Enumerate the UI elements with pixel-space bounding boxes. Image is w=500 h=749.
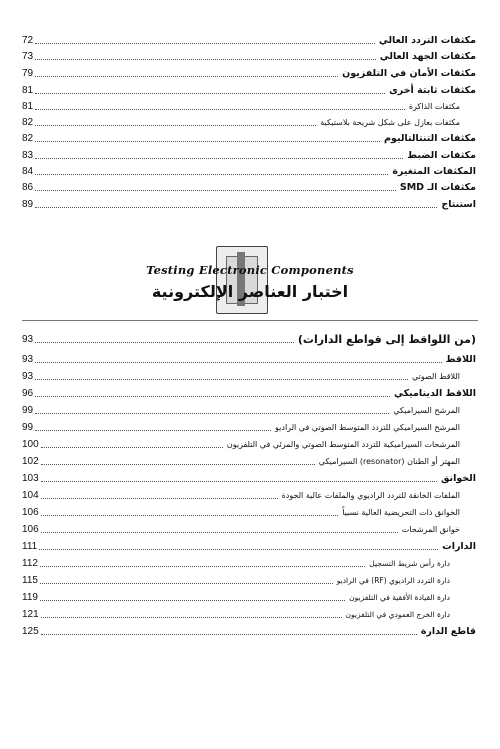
dot-leader	[35, 341, 294, 343]
dot-leader	[41, 514, 339, 516]
dot-leader	[35, 173, 388, 175]
toc-entry-title: المكثفات المتغيرة	[392, 166, 476, 177]
toc-entry	[22, 148, 476, 162]
chapter-title-english: Testing Electronic Components	[146, 263, 354, 277]
toc-entry-title: المرشح السيراميكي	[393, 406, 460, 415]
toc-entry-page: 93	[22, 334, 34, 345]
dot-leader	[35, 58, 376, 60]
toc-entry	[22, 573, 476, 587]
dot-leader	[35, 157, 403, 159]
toc-entry-title: مكثفات التردد العالي	[378, 35, 476, 46]
toc-entry	[22, 556, 476, 570]
toc-entry-title: مكثفات الذاكرة	[408, 102, 460, 111]
toc-entry	[22, 522, 476, 536]
toc-entry-page: 81	[22, 85, 34, 96]
toc-entry-title: الدارات	[442, 541, 476, 552]
dot-leader	[35, 108, 405, 110]
toc-entry-page: 100	[22, 439, 39, 450]
toc-entry	[22, 115, 476, 129]
toc-entry-page: 73	[22, 51, 34, 62]
toc-entry	[22, 49, 476, 63]
dot-leader	[41, 480, 437, 482]
toc-entry-page: 99	[22, 405, 34, 416]
toc-entry-page: 82	[22, 133, 34, 144]
toc-entry	[22, 33, 476, 47]
toc-entry	[22, 386, 476, 400]
toc-entry-title: (من اللواقط إلى قواطع الدارات)	[297, 333, 476, 346]
dot-leader	[35, 75, 338, 77]
toc-entry-page: 102	[22, 456, 39, 467]
toc-entry	[22, 624, 476, 638]
toc-entry-page: 96	[22, 388, 34, 399]
toc-entry	[22, 83, 476, 97]
toc-entry-page: 82	[22, 117, 34, 128]
toc-entry	[22, 66, 476, 80]
dot-leader	[40, 599, 345, 601]
chapter-emblem	[216, 246, 268, 314]
toc-entry-page: 84	[22, 166, 34, 177]
dot-leader	[39, 548, 438, 550]
toc-entry-title: مكثفات الجهد العالي	[379, 51, 476, 62]
toc-entry-title: المهتز أو الطنان (resonator) السيراميكي	[318, 457, 460, 466]
toc-entry-title: دارة رأس شريط التسجيل	[369, 559, 450, 568]
toc-entry-title: مكثفات الضبط	[407, 150, 476, 161]
dot-leader	[41, 633, 417, 635]
toc-entry-page: 119	[22, 592, 38, 603]
toc-entry-title: دارة الخرج العمودي في التلفزيون	[345, 610, 450, 619]
dot-leader	[35, 395, 390, 397]
toc-entry-title: مكثفات بعازل على شكل شريحة بلاستيكية	[320, 118, 460, 127]
toc-entry	[22, 437, 476, 451]
toc-entry-title: اللاقط	[445, 354, 476, 365]
dot-leader	[35, 361, 441, 363]
dot-leader	[35, 42, 375, 44]
dot-leader	[35, 189, 396, 191]
toc-entry-page: 83	[22, 150, 34, 161]
toc-entry-page: 106	[22, 524, 39, 535]
toc-entry-page: 104	[22, 490, 39, 501]
toc-entry-page: 111	[22, 541, 38, 552]
toc-entry	[22, 505, 476, 519]
toc-entry-page: 79	[22, 68, 34, 79]
toc-entry-page: 86	[22, 182, 34, 193]
dot-leader	[35, 206, 437, 208]
toc-entry-title: المرشحات السيراميكية للتردد المتوسط الصوتي والمرئي في التلفزيون	[226, 440, 460, 449]
toc-entry	[22, 539, 476, 553]
section-divider	[22, 320, 478, 321]
toc-entry	[22, 403, 476, 417]
toc-entry	[22, 180, 476, 194]
toc-entry-title: الملفات الخانقة للتردد الراديوي والملفات عالية الجودة	[281, 491, 460, 500]
toc-entry	[22, 590, 476, 604]
toc-entry-title: اللاقط الديناميكي	[394, 388, 476, 399]
toc-entry-title: دارة التردد الراديوي (RF) في الراديو	[336, 576, 450, 585]
toc-entry-page: 106	[22, 507, 39, 518]
dot-leader	[40, 565, 365, 567]
toc-entry-page: 125	[22, 626, 39, 637]
toc-entry-title: قاطع الدارة	[420, 626, 476, 637]
dot-leader	[41, 497, 278, 499]
toc-entry-page: 89	[22, 199, 34, 210]
toc-entry-title: دارة القيادة الأفقية في التلفزيون	[349, 593, 450, 602]
dot-leader	[35, 412, 389, 414]
toc-entry-title: الخوانق	[440, 473, 476, 484]
toc-entry	[22, 197, 476, 211]
toc-entry-page: 93	[22, 354, 34, 365]
dot-leader	[35, 429, 271, 431]
toc-entry	[22, 369, 476, 383]
toc-entry-page: 72	[22, 35, 34, 46]
toc-entry-page: 93	[22, 371, 34, 382]
dot-leader	[35, 378, 408, 380]
toc-entry-title: مكثفات الـ SMD	[399, 182, 476, 193]
dot-leader	[35, 92, 385, 94]
toc-entry-page: 115	[22, 575, 38, 586]
toc-entry-title: المرشح السيراميكي للتردد المتوسط الصوتي في الراديو	[275, 423, 460, 432]
toc-entry-title: مكثفات التنتالتاليوم	[384, 133, 476, 144]
dot-leader	[40, 582, 333, 584]
dot-leader	[35, 140, 380, 142]
toc-entry	[22, 488, 476, 502]
toc-entry-title: الخوانق ذات التحريضية العالية نسبياً	[342, 508, 460, 517]
toc-entry	[22, 131, 476, 145]
toc-entry-page: 99	[22, 422, 34, 433]
toc-entry	[22, 607, 476, 621]
toc-entry-page: 121	[22, 609, 39, 620]
toc-entry	[22, 454, 476, 468]
toc-entry-title: مكثفات ثابتة أخرى	[389, 85, 476, 96]
dot-leader	[41, 463, 315, 465]
dot-leader	[41, 446, 223, 448]
dot-leader	[41, 531, 398, 533]
toc-entry-page: 103	[22, 473, 39, 484]
toc-entry-page: 81	[22, 101, 34, 112]
toc-entry-title: استنتاج	[441, 199, 476, 210]
toc-entry	[22, 164, 476, 178]
toc-entry	[22, 420, 476, 434]
toc-entry-title: مكثفات الأمان في التلفزيون	[342, 68, 476, 79]
toc-entry-title: خوانق المرشحات	[401, 525, 460, 534]
toc-entry	[22, 99, 476, 113]
toc-entry-page: 112	[22, 558, 38, 569]
toc-entry	[22, 332, 476, 346]
dot-leader	[35, 124, 316, 126]
toc-entry	[22, 352, 476, 366]
dot-leader	[41, 616, 342, 618]
toc-entry	[22, 471, 476, 485]
chapter-title-arabic: اختبار العناصر الإلكترونية	[151, 282, 349, 301]
toc-entry-title: اللاقط الصوتي	[411, 372, 460, 381]
